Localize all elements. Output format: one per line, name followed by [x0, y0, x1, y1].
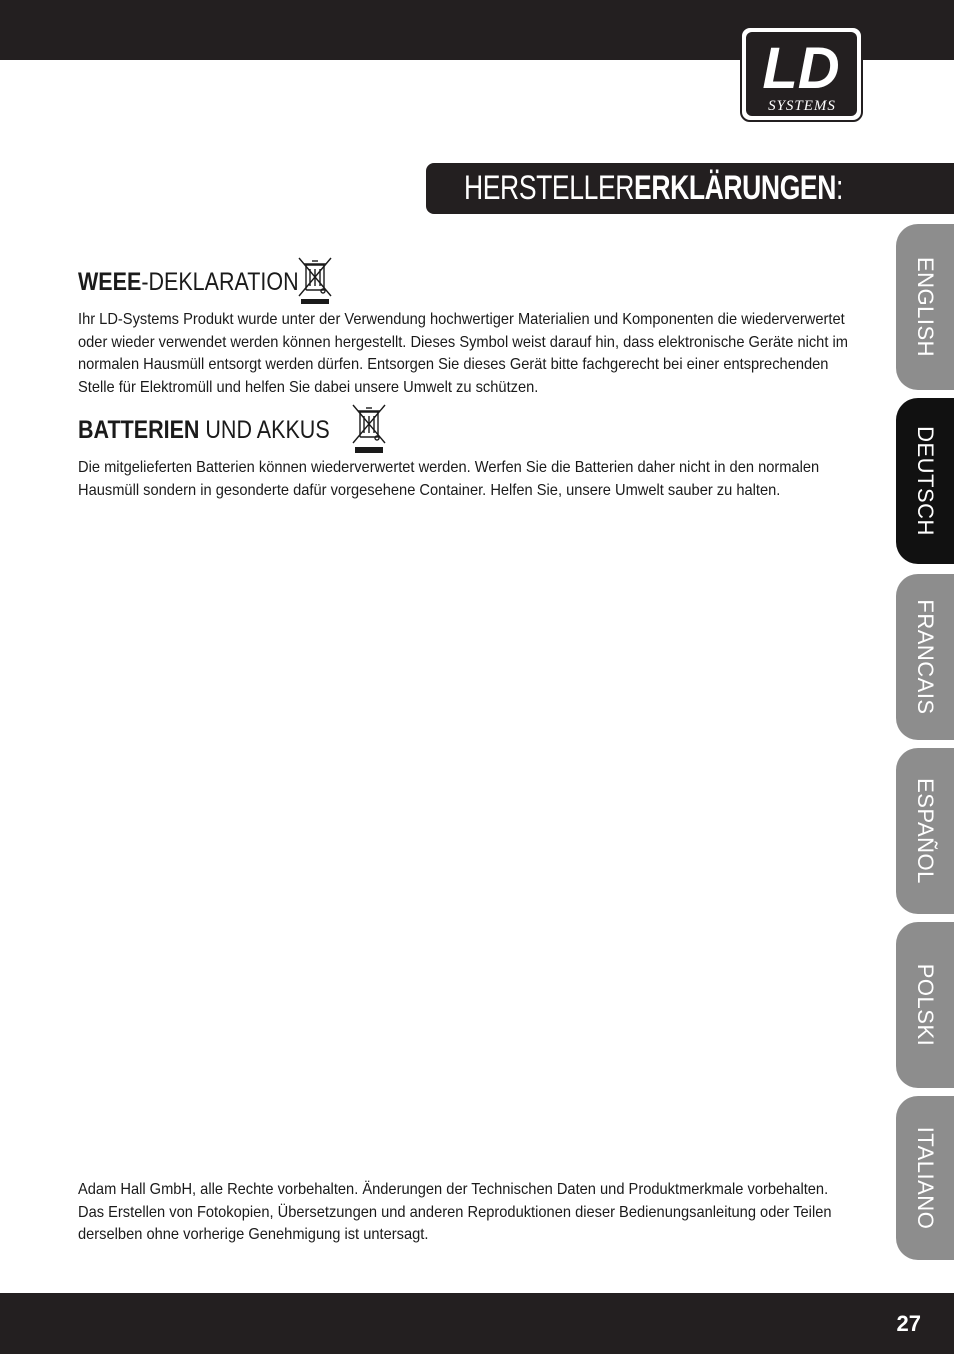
- ld-systems-logo: [740, 26, 863, 122]
- batteries-body: Die mitgelieferten Batterien können wiederverwertet werden. Werfen Sie die Batterien daher nicht in den normalen Hausmüll sondern in gesonderte dafür vorgesehene Container. Helfen Sie, unsere Umwelt sauber zu halten.: [78, 459, 820, 499]
- batteries-heading-rest: UND AKKUS: [199, 416, 330, 444]
- logo-text-main: LD: [762, 36, 840, 101]
- batteries-heading: [78, 416, 330, 445]
- tab-label-espanol: ESPAÑOL: [913, 778, 938, 884]
- tab-label-deutsch: DEUTSCH: [913, 426, 938, 536]
- page-title: [464, 169, 843, 208]
- page-number: 27: [896, 1311, 921, 1336]
- tab-label-english: ENGLISH: [913, 256, 938, 358]
- crossed-out-wheelie-bin-icon: [296, 256, 334, 306]
- batteries-heading-bold: BATTERIEN: [78, 416, 200, 444]
- tab-polski[interactable]: [896, 922, 954, 1088]
- bottom-bar: [0, 1293, 954, 1354]
- weee-heading-bold: WEEE: [78, 268, 142, 296]
- tab-label-italiano: ITALIANO: [913, 1126, 938, 1230]
- logo-text-sub: SYSTEMS: [768, 98, 836, 114]
- tab-label-francais: FRANCAIS: [913, 599, 938, 715]
- weee-heading-rest: -DEKLARATION: [141, 268, 299, 296]
- weee-body: Ihr LD-Systems Produkt wurde unter der Verwendung hochwertiger Materialien und Komponenten die wiederverwertet oder wieder verwendet werden können hergestellt. Dieses Symbol weist darauf hin, dass elektronische Geräte nicht im normalen Hausmüll entsorgt werden dürfen. Entsorgen Sie dieses Gerät bitte fachgerecht bei einer entsprechenden Stelle für Elektromüll und helfen Sie dabei unsere Umwelt zu schützen.: [78, 311, 848, 396]
- title-suffix: :: [835, 169, 843, 207]
- weee-heading: [78, 268, 299, 297]
- tab-francais[interactable]: [896, 574, 954, 740]
- page-title-banner: [426, 163, 954, 214]
- copyright-note: Adam Hall GmbH, alle Rechte vorbehalten. Änderungen der Technischen Daten und Produktmerkmale vorbehalten. Das Erstellen von Fotokopien, Übersetzungen und anderen Reproduktionen dieser Bedienungsanleitung oder Teilen derselben ohne vorherige Genehmigung ist untersagt.: [78, 1181, 832, 1244]
- title-bold: ERKLÄRUNGEN: [634, 169, 836, 207]
- tab-deutsch[interactable]: [896, 398, 954, 564]
- tab-label-polski: POLSKI: [913, 963, 938, 1047]
- title-light: HERSTELLER: [464, 169, 635, 207]
- tab-espanol[interactable]: [896, 748, 954, 914]
- crossed-out-battery-bin-icon: [350, 403, 388, 455]
- tab-italiano[interactable]: [896, 1096, 954, 1260]
- tab-english[interactable]: [896, 224, 954, 390]
